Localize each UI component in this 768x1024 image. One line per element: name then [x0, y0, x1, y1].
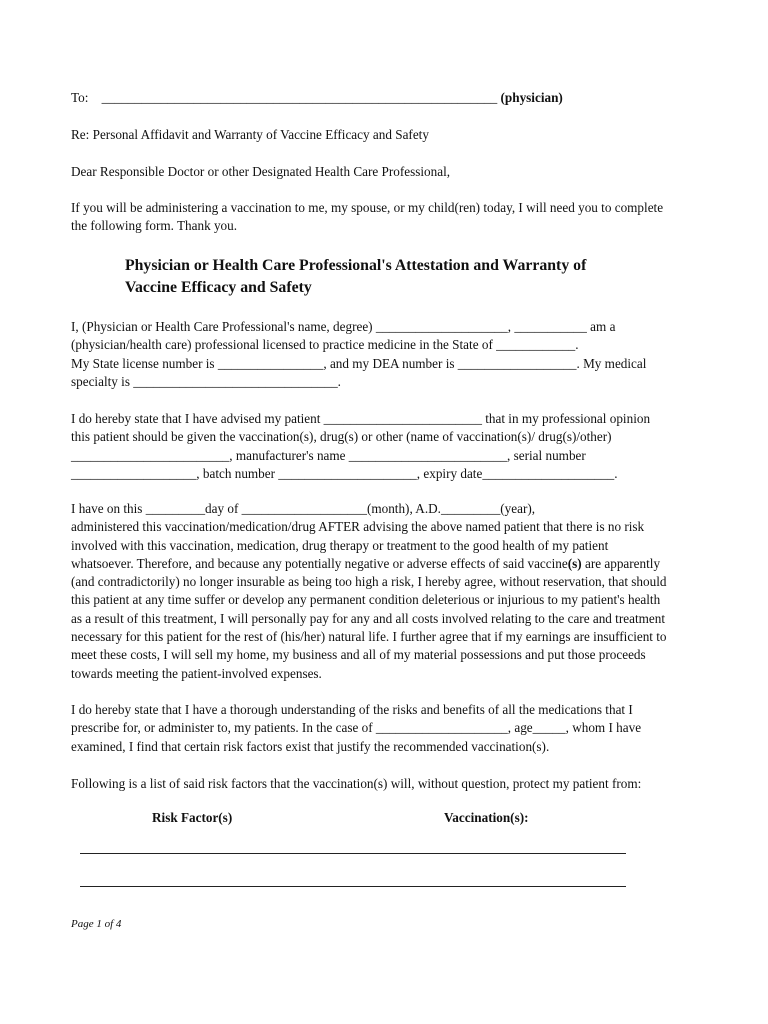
re-line: Re: Personal Affidavit and Warranty of Vaccine Efficacy and Safety	[71, 127, 429, 142]
administered-paragraph	[71, 500, 711, 683]
administered-line: meet these costs, I will sell my home, my business and all of my material possessions and put those proceeds	[71, 647, 646, 663]
advised-line: ________________________, manufacturer's name ________________________, serial number	[71, 447, 586, 463]
to-physician-suffix: (physician)	[500, 90, 563, 105]
intro-line: If you will be administering a vaccination to me, my spouse, or my child(ren) today, I will need you to complete	[71, 200, 664, 215]
advised-line: this patient should be given the vaccination(s), drug(s) or other (name of vaccination(s)/ drug(s)/other)	[71, 429, 612, 445]
risk-entry-line-2[interactable]	[80, 886, 626, 887]
vaccinations-header: Vaccination(s):	[444, 810, 529, 825]
advised-line: ___________________, batch number _____________________, expiry date____________________.	[71, 465, 618, 481]
form-title-line: Physician or Health Care Professional's Attestation and Warranty of	[125, 257, 587, 274]
form-title-line: Vaccine Efficacy and Safety	[125, 279, 312, 296]
administered-line: involved with this vaccination, medication, drug therapy or treatment to the good health of my patient	[71, 537, 609, 553]
identity-paragraph	[71, 318, 711, 391]
understanding-line: prescribe for, or administer to, my patients. In the case of ____________________, age_____, whom I have	[71, 720, 642, 736]
vaccine-line-pre: whatsoever. Therefore, and because any potentially negative or adverse effects of said vaccine	[71, 555, 568, 571]
advised-line: I do hereby state that I have advised my patient ________________________ that in my professional opinion	[71, 411, 651, 426]
identity-line: specialty is _______________________________.	[71, 373, 341, 389]
advised-paragraph	[71, 410, 711, 483]
page-number: Page 1 of 4	[71, 918, 122, 930]
intro-paragraph	[71, 199, 711, 236]
identity-line: My State license number is ________________, and my DEA number is __________________. My medical	[71, 355, 647, 371]
to-physician-blank[interactable]: ____________________________________________________________	[101, 90, 498, 105]
understanding-paragraph	[71, 701, 711, 756]
risk-entry-line-1[interactable]	[80, 853, 626, 854]
vaccine-line-bold: (s)	[567, 555, 582, 571]
risk-factors-header: Risk Factor(s)	[152, 810, 233, 825]
form-title	[125, 255, 705, 299]
understanding-line: I do hereby state that I have a thorough understanding of the risks and benefits of all the medications that I	[71, 702, 633, 717]
administered-line: necessary for this patient for the rest of (his/her) natural life. I further agree that if my earnings are insufficient to	[71, 629, 667, 645]
administered-line: towards meeting the patient-involved expenses.	[71, 665, 322, 681]
administered-line: this patient at any time suffer or develop any permanent condition deleterious or injurious to my patient's health	[71, 592, 661, 608]
intro-line: the following form. Thank you.	[71, 218, 238, 234]
salutation: Dear Responsible Doctor or other Designated Health Care Professional,	[71, 164, 451, 179]
administered-line: I have on this _________day of ___________________(month), A.D._________(year),	[71, 501, 536, 516]
vaccine-line-post: are apparently	[581, 555, 661, 571]
to-line	[71, 89, 711, 107]
identity-line: I, (Physician or Health Care Professional's name, degree) ____________________, ___________ am a	[71, 319, 616, 334]
to-label: To:	[71, 90, 89, 105]
administered-line: as a result of this treatment, I will personally pay for any and all costs involved relating to the care and treatment	[71, 610, 665, 626]
administered-line-vaccine	[71, 555, 711, 573]
risk-list-intro: Following is a list of said risk factors that the vaccination(s) will, without question, protect my patient from:	[71, 776, 642, 791]
administered-line: administered this vaccination/medication/drug AFTER advising the above named patient that there is no risk	[71, 519, 645, 535]
administered-line: (and contradictorily) no longer insurable as being too high a risk, I hereby agree, without reservation, that should	[71, 574, 667, 590]
understanding-line: examined, I find that certain risk factors exist that justify the recommended vaccination(s).	[71, 738, 550, 754]
identity-line: (physician/health care) professional licensed to practice medicine in the State of ____________.	[71, 337, 579, 353]
